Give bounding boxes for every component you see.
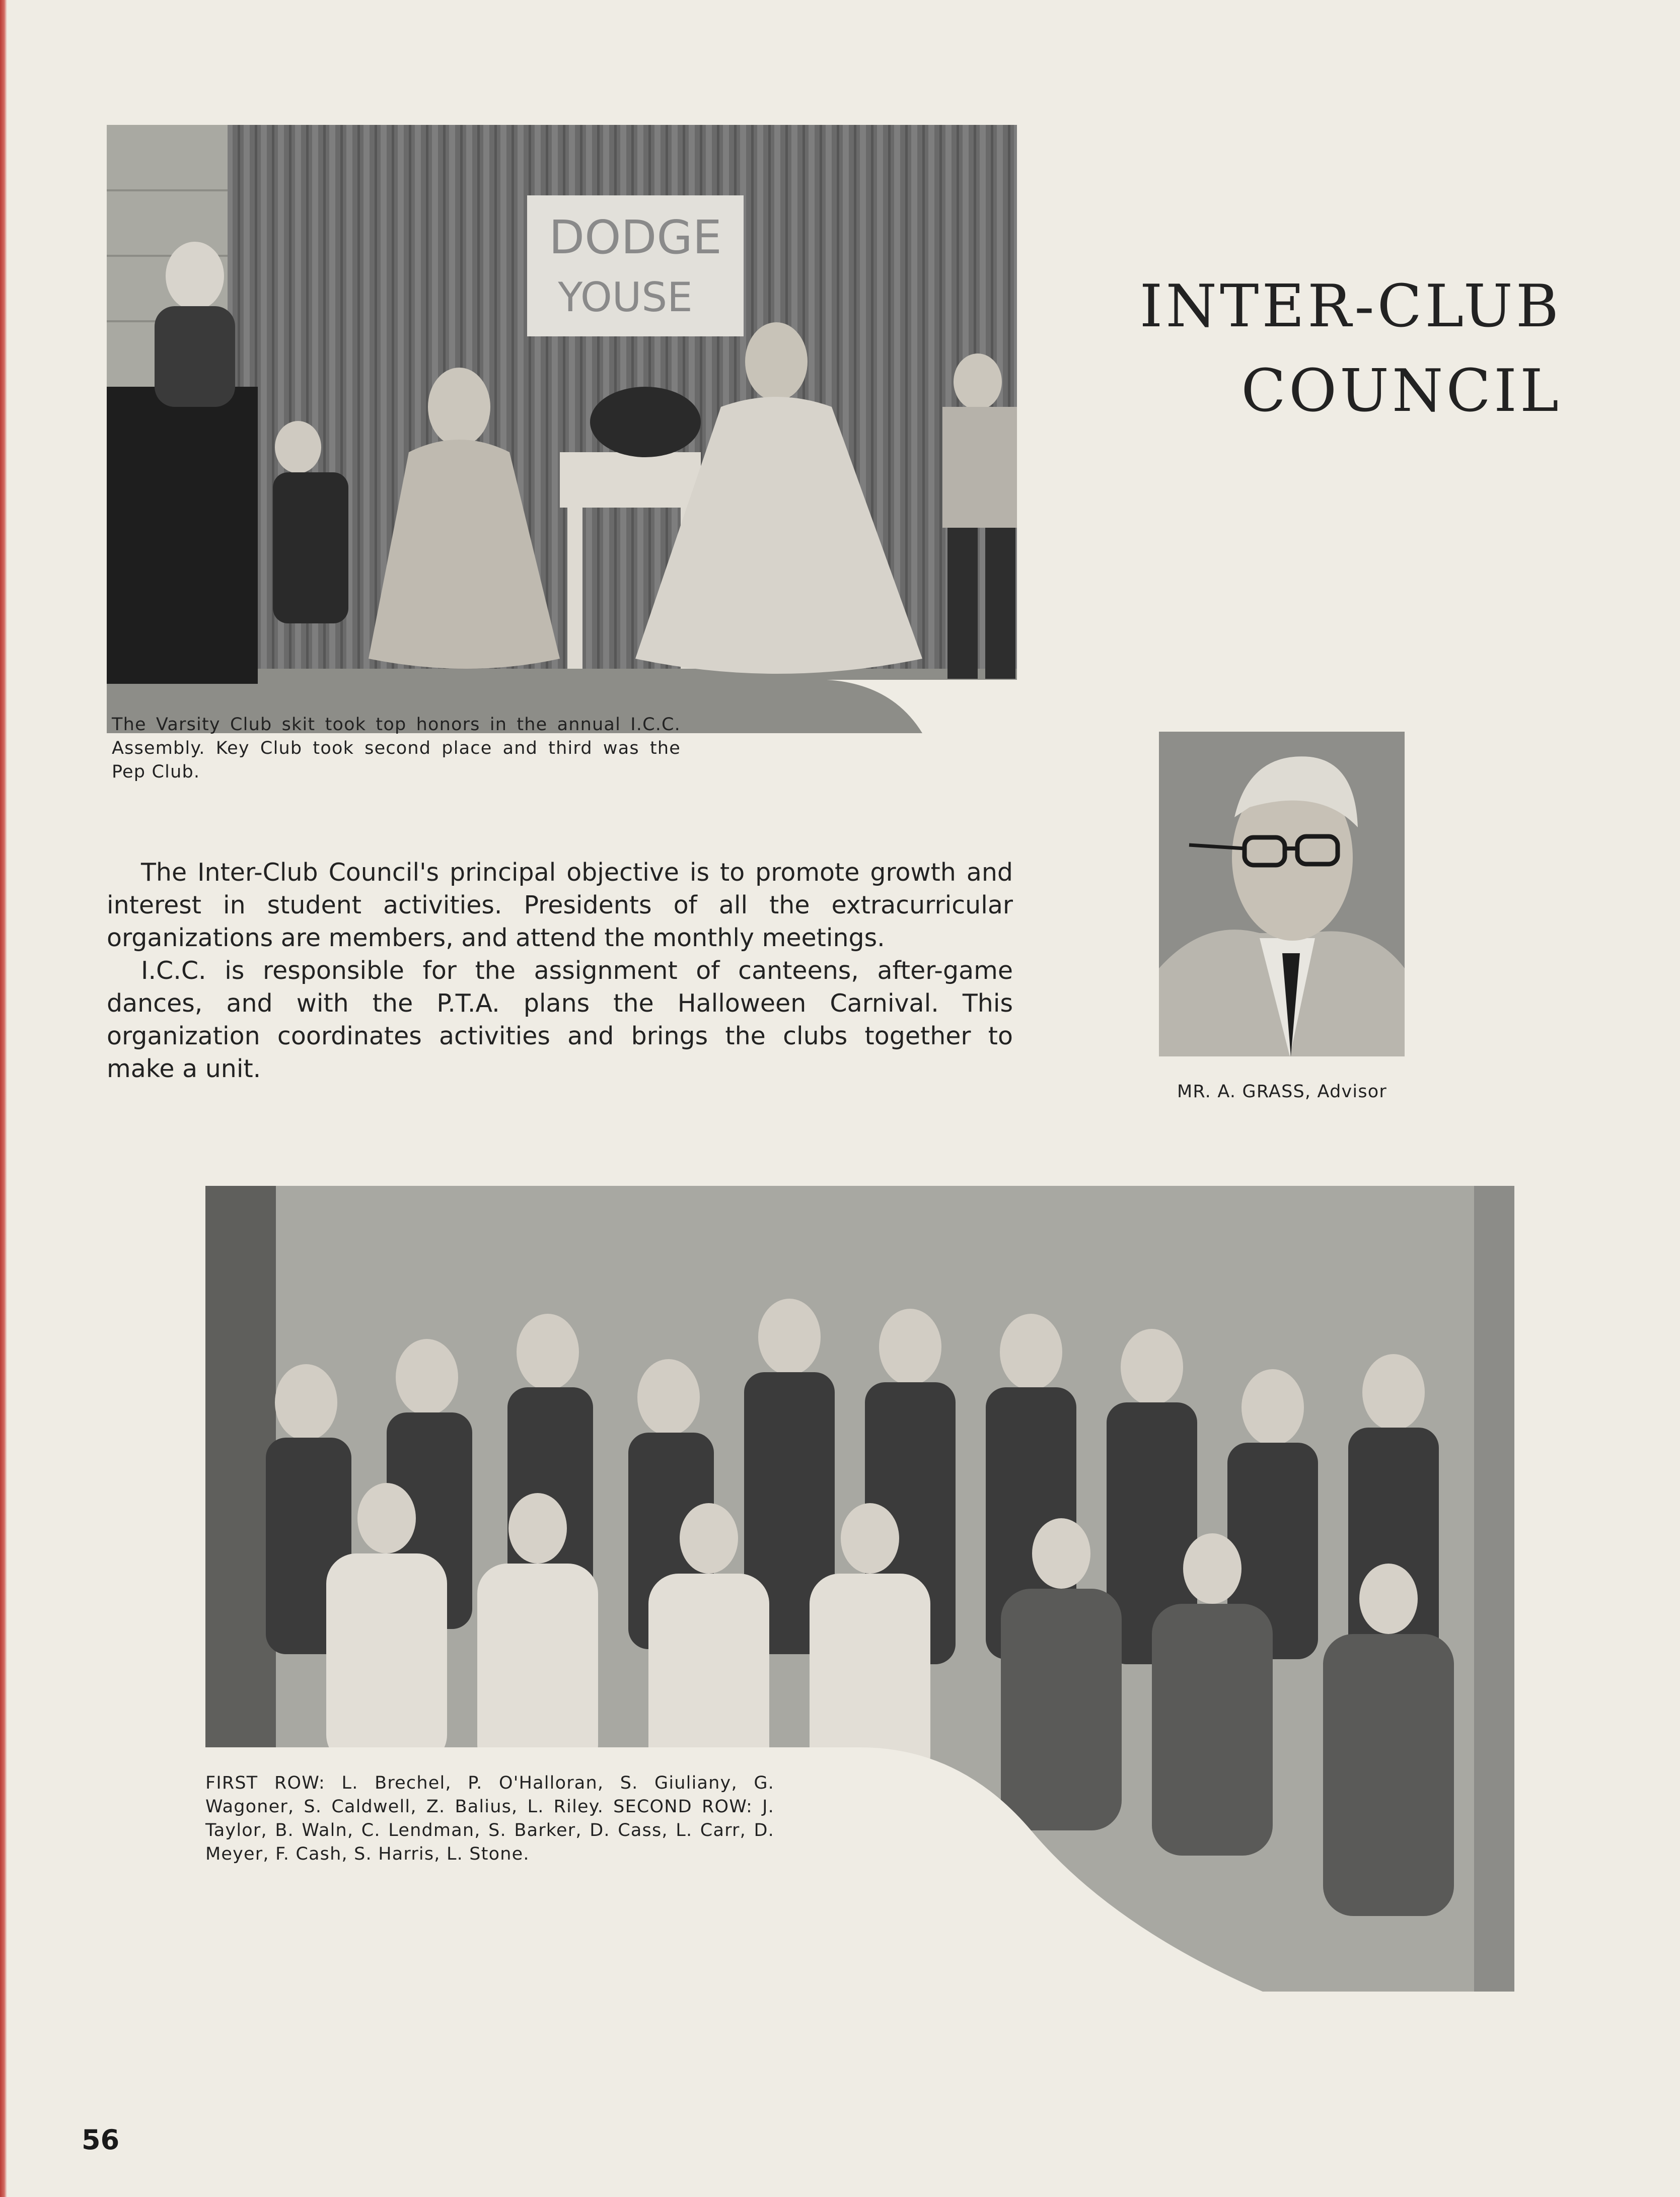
advisor-caption: MR. A. GRASS, Advisor [1177, 1082, 1387, 1102]
binding-edge [0, 0, 7, 2197]
title-line-2: COUNCIL [1241, 357, 1562, 425]
body-paragraph-2: I.C.C. is responsible for the assignment of canteens, after-game dances, and with the P.T.A. plans the Halloween Carnival. This organization coordinates activities and brings the clubs together to make a unit. [107, 956, 1013, 1083]
group-photo-caption: FIRST ROW: L. Brechel, P. O'Halloran, S. Giuliany, G. Wagoner, S. Caldwell, Z. Balius, L. Riley. SECOND ROW: J. Taylor, B. Waln, C. Lendman, S. Barker, D. Cass, L. Carr, D. Meyer, F. Cash, S. Harris, L. Stone. [205, 1773, 774, 1864]
group-photo [205, 1186, 1514, 1992]
advisor-portrait [1159, 732, 1405, 1056]
skit-photo-caption: The Varsity Club skit took top honors in the annual I.C.C. Assembly. Key Club took second place and third was the Pep Club. [112, 715, 681, 782]
skit-photo [107, 125, 1017, 733]
title-line-1: INTER-CLUB [1139, 272, 1562, 340]
sign-text-line1: DODGE [549, 210, 722, 264]
page-number: 56 [82, 2124, 120, 2156]
body-text [107, 856, 1013, 1085]
sign-text-line2: YOUSE [558, 274, 693, 321]
body-paragraph-1: The Inter-Club Council's principal objective is to promote growth and interest in student activities. Presidents of all the extracurricular organizations are members, and attend the monthly meetings. [107, 858, 1013, 952]
page-title [1140, 264, 1562, 434]
